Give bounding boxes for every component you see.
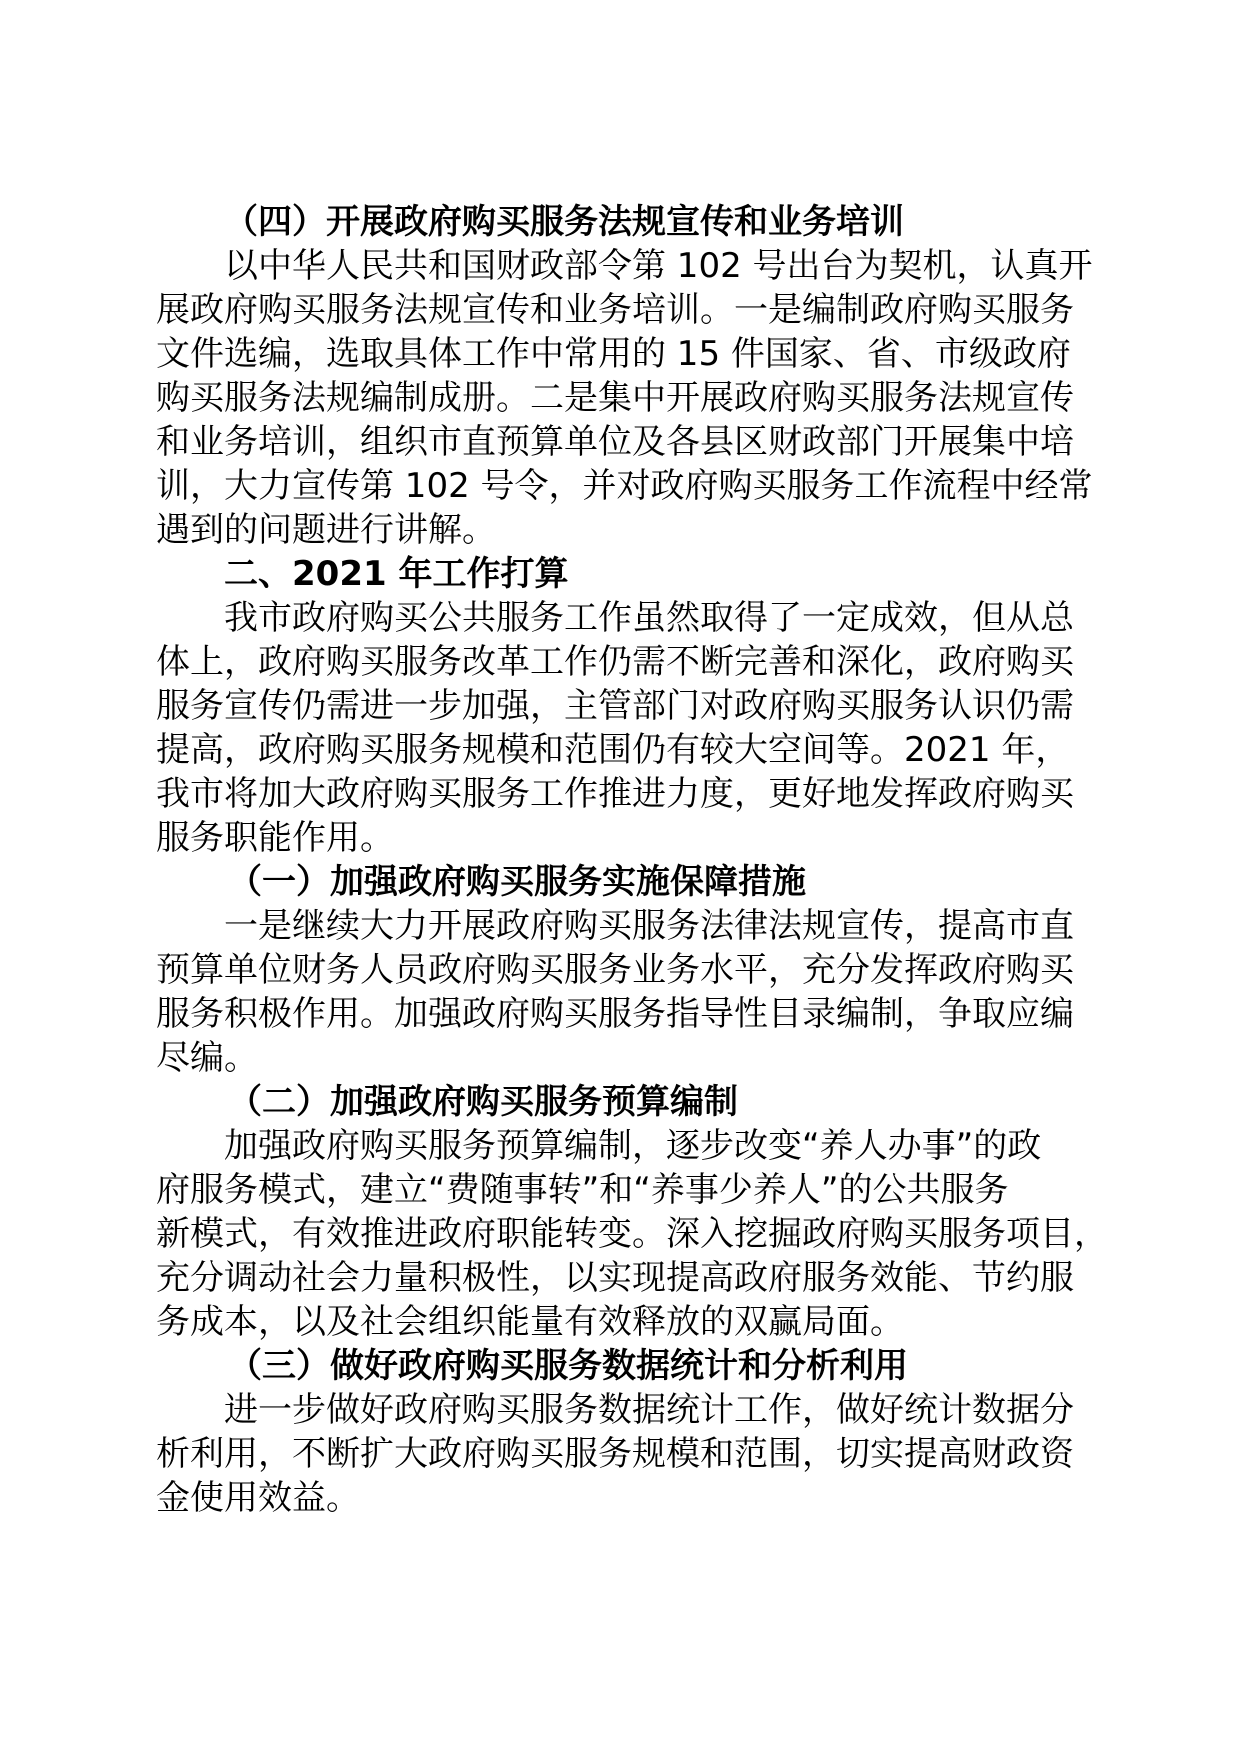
paragraph-line: 服务职能作用。 — [156, 818, 394, 858]
paragraph-line: 遇到的问题进行讲解。 — [156, 510, 496, 550]
paragraph-line: 以中华人民共和国财政部令第 102 号出台为契机，认真开 — [224, 246, 1093, 286]
paragraph-line: 进一步做好政府购买服务数据统计工作，做好统计数据分 — [224, 1390, 1074, 1430]
subheading-2 — [156, 1080, 1086, 1124]
paragraph-line: 析利用，不断扩大政府购买服务规模和范围，切实提高财政资 — [156, 1434, 1074, 1474]
paragraph-line: 府服务模式，建立“费随事转”和“养事少养人”的公共服务 — [156, 1170, 1009, 1210]
paragraph-line: 新模式，有效推进政府职能转变。深入挖掘政府购买服务项目， — [156, 1214, 1108, 1254]
paragraph-line: 服务宣传仍需进一步加强，主管部门对政府购买服务认识仍需 — [156, 686, 1074, 726]
paragraph-line: 我市将加大政府购买服务工作推进力度，更好地发挥政府购买 — [156, 774, 1074, 814]
paragraph-line: 提高，政府购买服务规模和范围仍有较大空间等。2021 年， — [156, 730, 1070, 770]
subheading-1 — [156, 860, 1086, 904]
paragraph-line: 和业务培训，组织市直预算单位及各县区财政部门开展集中培 — [156, 422, 1074, 462]
paragraph-line: 充分调动社会力量积极性，以实现提高政府服务效能、节约服 — [156, 1258, 1074, 1298]
paragraph-2021-intro — [156, 596, 1086, 860]
paragraph-line: 体上，政府购买服务改革工作仍需不断完善和深化，政府购买 — [156, 642, 1074, 682]
section-heading-2021-plan — [156, 552, 1086, 596]
paragraph-line: 务成本，以及社会组织能量有效释放的双赢局面。 — [156, 1302, 904, 1342]
paragraph-line: 训，大力宣传第 102 号令，并对政府购买服务工作流程中经常 — [156, 466, 1093, 506]
paragraph-training — [156, 244, 1093, 552]
paragraph-budget — [156, 1124, 1108, 1344]
paragraph-line: 文件选编，选取具体工作中常用的 15 件国家、省、市级政府 — [156, 334, 1071, 374]
paragraph-line: 预算单位财务人员政府购买服务业务水平，充分发挥政府购买 — [156, 950, 1074, 990]
subheading-3 — [156, 1344, 1086, 1388]
paragraph-line: 服务积极作用。加强政府购买服务指导性目录编制，争取应编 — [156, 994, 1074, 1034]
paragraph-line: 展政府购买服务法规宣传和业务培训。一是编制政府购买服务 — [156, 290, 1074, 330]
document-page — [156, 200, 1108, 1520]
paragraph-statistics — [156, 1388, 1086, 1520]
subheading-text: （三）做好政府购买服务数据统计和分析利用 — [228, 1346, 908, 1386]
paragraph-safeguards — [156, 904, 1086, 1080]
subheading-text: （二）加强政府购买服务预算编制 — [228, 1082, 738, 1122]
paragraph-line: 加强政府购买服务预算编制，逐步改变“养人办事”的政 — [224, 1126, 1042, 1166]
paragraph-line: 购买服务法规编制成册。二是集中开展政府购买服务法规宣传 — [156, 378, 1074, 418]
subheading-text: （一）加强政府购买服务实施保障措施 — [228, 862, 806, 902]
paragraph-line: 一是继续大力开展政府购买服务法律法规宣传，提高市直 — [224, 906, 1074, 946]
section-heading-4 — [156, 200, 1086, 244]
paragraph-line: 尽编。 — [156, 1038, 258, 1078]
heading-text: （四）开展政府购买服务法规宣传和业务培训 — [224, 202, 904, 242]
paragraph-line: 我市政府购买公共服务工作虽然取得了一定成效，但从总 — [224, 598, 1074, 638]
heading-text: 二、2021 年工作打算 — [224, 554, 569, 594]
paragraph-line: 金使用效益。 — [156, 1478, 360, 1518]
